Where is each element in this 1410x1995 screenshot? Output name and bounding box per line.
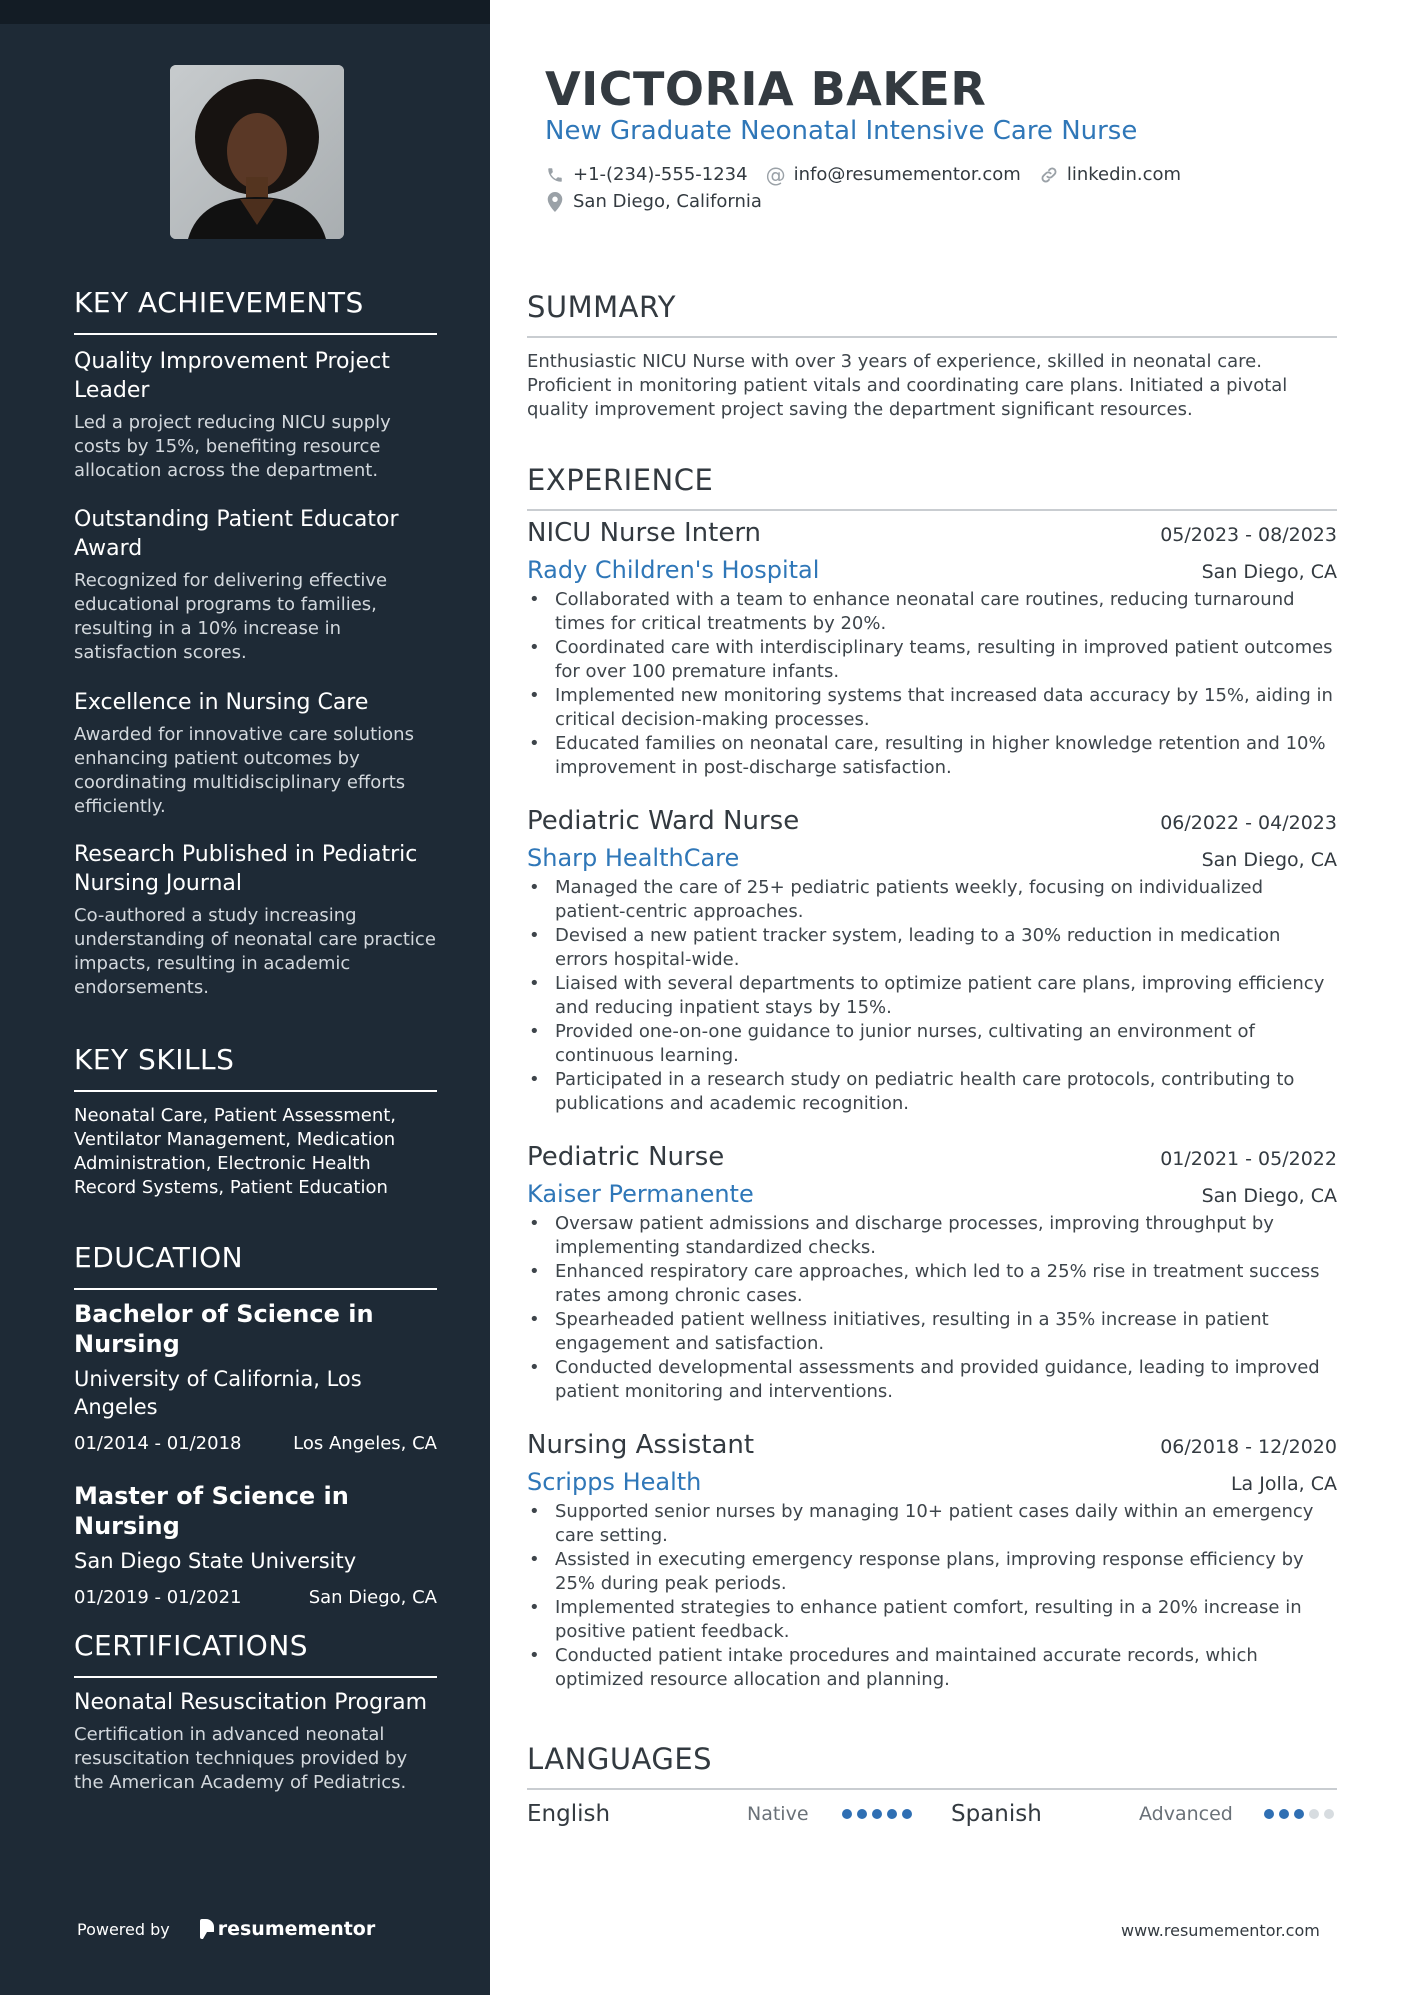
education-heading: EDUCATION (74, 1241, 437, 1290)
job-bullet: • Supported senior nurses by managing 10+ patient cases daily within an emergency care setting. (527, 1500, 1337, 1548)
language-rating (842, 1809, 912, 1819)
job-bullet: • Spearheaded patient wellness initiatives, resulting in a 35% increase in patient engagement and satisfaction. (527, 1308, 1337, 1356)
job-company: Sharp HealthCare (527, 844, 740, 872)
powered-by (77, 1918, 375, 1940)
candidate-name: VICTORIA BAKER (545, 62, 987, 116)
website-footer[interactable]: www.resumementor.com (1121, 1921, 1320, 1940)
job-bullets (527, 588, 1337, 780)
job-bullet: • Oversaw patient admissions and discharge processes, improving throughput by implementing standardized checks. (527, 1212, 1337, 1260)
job-bullets (527, 1212, 1337, 1404)
education-degree: Master of Science in Nursing (74, 1482, 349, 1540)
contact-phone[interactable] (545, 164, 748, 185)
education-item (74, 1299, 437, 1454)
education-item (74, 1481, 437, 1608)
sidebar-top-bar (0, 0, 490, 24)
skills-list: Neonatal Care, Patient Assessment, Ventilator Management, Medication Administration, Electronic Health Record Systems, Patient Education (74, 1105, 397, 1198)
job-title: Nursing Assistant (527, 1430, 755, 1460)
achievement-desc: Recognized for delivering effective educational programs to families, resulting in a 10% increase in satisfaction scores. (74, 570, 388, 663)
languages-row (527, 1801, 1337, 1827)
achievement-item (74, 347, 437, 483)
contact-linkedin[interactable] (1039, 164, 1181, 185)
key-skills-heading: KEY SKILLS (74, 1043, 437, 1092)
sidebar (0, 0, 490, 1995)
email-text: info@resumementor.com (793, 164, 1021, 185)
job-title: NICU Nurse Intern (527, 518, 762, 548)
location-text: San Diego, California (573, 191, 762, 212)
language-level: Advanced (1139, 1803, 1233, 1825)
job-bullet: • Enhanced respiratory care approaches, which led to a 25% rise in treatment success rates among chronic cases. (527, 1260, 1337, 1308)
job-dates: 01/2021 - 05/2022 (1160, 1148, 1337, 1170)
location-pin-icon (545, 192, 565, 212)
key-achievements-heading: KEY ACHIEVEMENTS (74, 286, 437, 335)
language-item (917, 1801, 1337, 1827)
summary-text: Enthusiastic NICU Nurse with over 3 years of experience, skilled in neonatal care. Proficient in monitoring patient vitals and coordinating care plans. Initiated a pivotal quality improvement project saving the department significant resources. (527, 351, 1288, 420)
job-bullets (527, 876, 1337, 1116)
language-name: Spanish (951, 1801, 1042, 1827)
achievement-item (74, 505, 437, 665)
job-company: Kaiser Permanente (527, 1180, 754, 1208)
rating-dot (842, 1809, 852, 1819)
job-entry (527, 1430, 1337, 1692)
job-bullet: • Conducted patient intake procedures and maintained accurate records, which optimized resource allocation and planning. (527, 1644, 1337, 1692)
job-title: Pediatric Ward Nurse (527, 806, 800, 836)
language-level: Native (747, 1803, 809, 1825)
job-location: La Jolla, CA (1230, 1473, 1337, 1495)
job-location: San Diego, CA (1201, 561, 1337, 583)
job-entry (527, 806, 1337, 1116)
job-company: Scripps Health (527, 1468, 702, 1496)
job-bullets (527, 1500, 1337, 1692)
achievement-item (74, 688, 437, 819)
education-meta (74, 1433, 437, 1454)
achievement-desc: Awarded for innovative care solutions enhancing patient outcomes by coordinating multidisciplinary efforts efficiently. (74, 724, 414, 817)
education-school: San Diego State University (74, 1549, 357, 1573)
education-meta (74, 1587, 437, 1608)
candidate-role: New Graduate Neonatal Intensive Care Nurse (545, 116, 1138, 146)
summary-heading: SUMMARY (527, 290, 1337, 338)
achievement-title: Research Published in Pediatric Nursing Journal (74, 842, 418, 896)
rating-dot (902, 1809, 912, 1819)
job-bullet: • Assisted in executing emergency response plans, improving response efficiency by 25% during peak periods. (527, 1548, 1337, 1596)
education-school: University of California, Los Angeles (74, 1367, 362, 1419)
education-location: Los Angeles, CA (293, 1433, 437, 1454)
job-bullet: • Liaised with several departments to optimize patient care plans, improving efficiency and reducing inpatient stays by 15%. (527, 972, 1337, 1020)
education-degree: Bachelor of Science in Nursing (74, 1300, 374, 1358)
education-location: San Diego, CA (308, 1587, 437, 1608)
certification-title: Neonatal Resuscitation Program (74, 1690, 428, 1715)
job-bullet: • Conducted developmental assessments and provided guidance, leading to improved patient monitoring and interventions. (527, 1356, 1337, 1404)
profile-photo-image (170, 65, 344, 239)
contact-email[interactable] (766, 164, 1021, 185)
achievement-title: Outstanding Patient Educator Award (74, 507, 399, 561)
job-bullet: • Managed the care of 25+ pediatric patients weekly, focusing on individualized patient-centric approaches. (527, 876, 1337, 924)
job-bullet: • Coordinated care with interdisciplinary teams, resulting in improved patient outcomes for over 100 premature infants. (527, 636, 1337, 684)
rating-dot (872, 1809, 882, 1819)
rating-dot (887, 1809, 897, 1819)
job-bullet: • Educated families on neonatal care, resulting in higher knowledge retention and 10% improvement in post-discharge satisfaction. (527, 732, 1337, 780)
certification-desc: Certification in advanced neonatal resuscitation techniques provided by the American Academy of Pediatrics. (74, 1724, 408, 1793)
achievement-item (74, 840, 437, 1000)
job-bullet: • Implemented new monitoring systems that increased data accuracy by 15%, aiding in critical decision-making processes. (527, 684, 1337, 732)
job-company: Rady Children's Hospital (527, 556, 820, 584)
job-bullet: • Implemented strategies to enhance patient comfort, resulting in a 20% increase in positive patient feedback. (527, 1596, 1337, 1644)
rating-dot (1264, 1809, 1274, 1819)
at-icon: @ (765, 162, 786, 187)
education-dates: 01/2019 - 01/2021 (74, 1587, 242, 1608)
powered-by-label: Powered by (77, 1919, 170, 1939)
job-dates: 05/2023 - 08/2023 (1160, 524, 1337, 546)
job-bullet: • Collaborated with a team to enhance neonatal care routines, reducing turnaround times for critical treatments by 20%. (527, 588, 1337, 636)
contact-row-2 (545, 191, 762, 212)
rating-dot (1279, 1809, 1289, 1819)
contact-location (545, 191, 762, 212)
languages-heading: LANGUAGES (527, 1742, 1337, 1790)
experience-heading: EXPERIENCE (527, 463, 1337, 511)
job-bullet: • Devised a new patient tracker system, leading to a 30% reduction in medication errors hospital-wide. (527, 924, 1337, 972)
job-entry (527, 518, 1337, 780)
certification-item (74, 1688, 437, 1795)
job-bullet: • Participated in a research study on pediatric health care protocols, contributing to publications and academic recognition. (527, 1068, 1337, 1116)
certifications-heading: CERTIFICATIONS (74, 1629, 437, 1678)
profile-photo (170, 65, 344, 239)
resumementor-logo-icon (200, 1919, 214, 1939)
achievement-desc: Led a project reducing NICU supply costs by 15%, benefiting resource allocation across the department. (74, 412, 391, 481)
education-dates: 01/2014 - 01/2018 (74, 1433, 242, 1454)
job-entry (527, 1142, 1337, 1404)
language-rating (1264, 1809, 1334, 1819)
resumementor-brand-text: resumementor (217, 1918, 376, 1940)
achievement-title: Excellence in Nursing Care (74, 690, 369, 715)
contact-row (545, 164, 1181, 185)
job-dates: 06/2018 - 12/2020 (1160, 1436, 1337, 1458)
rating-dot (857, 1809, 867, 1819)
rating-dot (1294, 1809, 1304, 1819)
language-name: English (527, 1801, 611, 1827)
achievement-title: Quality Improvement Project Leader (74, 349, 390, 403)
phone-icon (545, 165, 565, 185)
resumementor-logo[interactable] (200, 1918, 376, 1940)
rating-dot (1309, 1809, 1319, 1819)
achievement-desc: Co-authored a study increasing understanding of neonatal care practice impacts, resulting in academic endorsements. (74, 905, 436, 998)
rating-dot (1324, 1809, 1334, 1819)
job-location: San Diego, CA (1201, 1185, 1337, 1207)
linkedin-text: linkedin.com (1066, 164, 1182, 185)
job-location: San Diego, CA (1201, 849, 1337, 871)
language-item (527, 1801, 917, 1827)
job-bullet: • Provided one-on-one guidance to junior nurses, cultivating an environment of continuous learning. (527, 1020, 1337, 1068)
phone-text: +1-(234)-555-1234 (573, 164, 748, 185)
job-title: Pediatric Nurse (527, 1142, 725, 1172)
link-icon (1039, 165, 1059, 185)
job-dates: 06/2022 - 04/2023 (1160, 812, 1337, 834)
